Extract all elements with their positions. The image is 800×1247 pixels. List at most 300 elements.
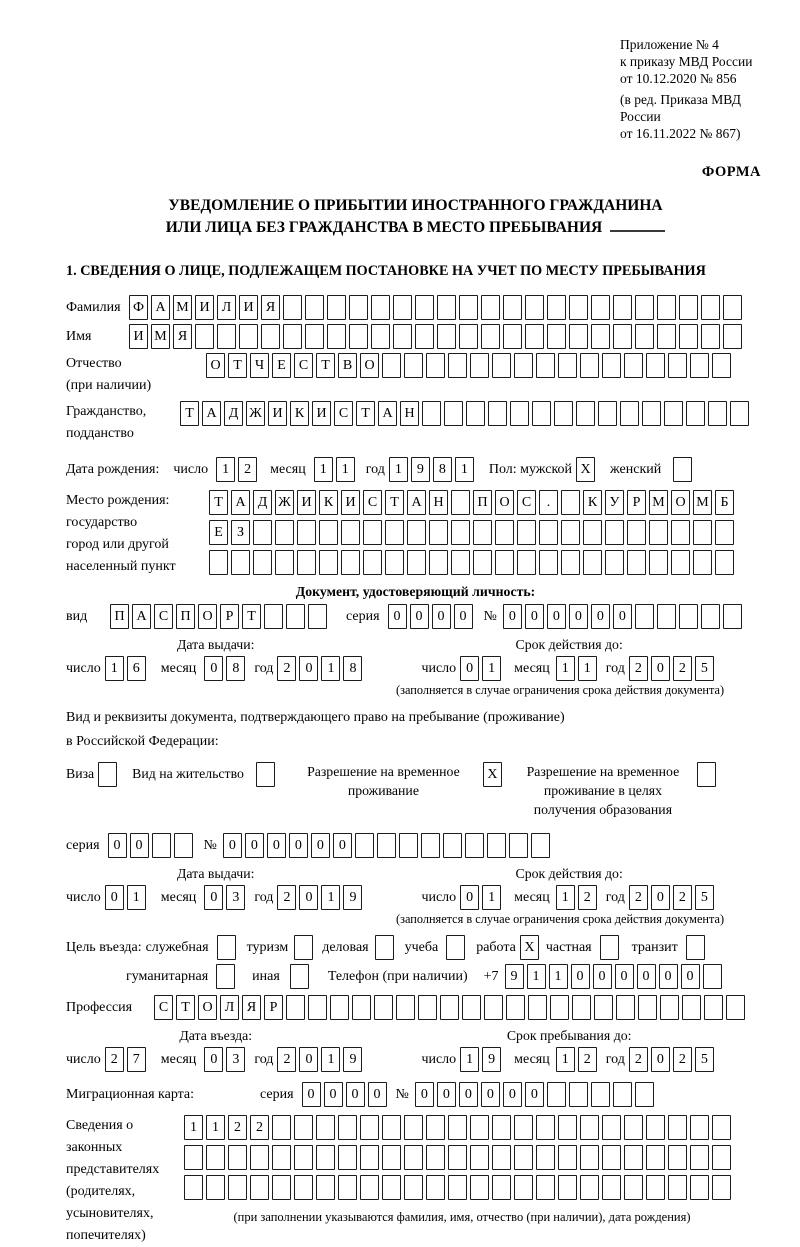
grid-cell[interactable]: 2 [629, 656, 648, 681]
grid-cell[interactable] [349, 324, 368, 349]
grid-cell[interactable] [660, 995, 679, 1020]
grid-cell[interactable] [426, 1175, 445, 1200]
grid-cell[interactable] [547, 295, 566, 320]
grid-cell[interactable] [580, 353, 599, 378]
grid-cell[interactable] [382, 1115, 401, 1140]
grid-cell[interactable]: Б [715, 490, 734, 515]
grid-cell[interactable] [580, 1145, 599, 1170]
grid-cell[interactable]: Е [209, 520, 228, 545]
grid-cell[interactable]: М [693, 490, 712, 515]
grid-cell[interactable]: 9 [505, 964, 524, 989]
grid-cell[interactable] [591, 324, 610, 349]
grid-cell[interactable] [715, 550, 734, 575]
grid-cell[interactable]: 1 [105, 656, 124, 681]
grid-cell[interactable] [539, 520, 558, 545]
grid-cell[interactable] [481, 295, 500, 320]
grid-cell[interactable] [539, 550, 558, 575]
grid-cell[interactable] [723, 295, 742, 320]
grid-cell[interactable]: 2 [578, 1047, 597, 1072]
grid-cell[interactable]: 2 [277, 885, 296, 910]
grid-cell[interactable] [426, 1145, 445, 1170]
grid-cell[interactable] [561, 520, 580, 545]
grid-cell[interactable] [495, 550, 514, 575]
grid-cell[interactable] [484, 995, 503, 1020]
grid-cell[interactable] [602, 353, 621, 378]
grid-cell[interactable] [297, 520, 316, 545]
grid-cell[interactable] [465, 833, 484, 858]
grid-cell[interactable] [330, 995, 349, 1020]
grid-cell[interactable] [510, 401, 529, 426]
grid-cell[interactable]: 1 [482, 656, 501, 681]
grid-cell[interactable]: 0 [311, 833, 330, 858]
grid-cell[interactable]: 0 [388, 604, 407, 629]
grid-cell[interactable]: 0 [525, 604, 544, 629]
grid-cell[interactable]: 5 [695, 885, 714, 910]
grid-cell[interactable] [536, 353, 555, 378]
grid-cell[interactable] [525, 324, 544, 349]
grid-cell[interactable] [514, 1145, 533, 1170]
grid-cell[interactable]: 0 [368, 1082, 387, 1107]
grid-cell[interactable] [462, 995, 481, 1020]
grid-cell[interactable] [294, 1175, 313, 1200]
grid-cell[interactable] [286, 995, 305, 1020]
grid-cell[interactable]: 0 [503, 604, 522, 629]
grid-cell[interactable] [363, 520, 382, 545]
grid-cell[interactable] [316, 1175, 335, 1200]
grid-cell[interactable] [385, 520, 404, 545]
grid-cell[interactable]: 2 [238, 457, 257, 482]
grid-cell[interactable]: С [154, 604, 173, 629]
grid-cell[interactable]: М [173, 295, 192, 320]
grid-cell[interactable] [624, 1175, 643, 1200]
grid-cell[interactable]: А [132, 604, 151, 629]
grid-cell[interactable]: С [363, 490, 382, 515]
grid-cell[interactable] [382, 1175, 401, 1200]
grid-cell[interactable] [679, 604, 698, 629]
grid-cell[interactable] [572, 995, 591, 1020]
grid-cell[interactable] [341, 520, 360, 545]
grid-cell[interactable] [250, 1145, 269, 1170]
grid-cell[interactable] [613, 1082, 632, 1107]
grid-cell[interactable]: И [239, 295, 258, 320]
grid-cell[interactable]: 0 [613, 604, 632, 629]
grid-cell[interactable] [492, 353, 511, 378]
grid-cell[interactable] [531, 833, 550, 858]
grid-cell[interactable] [616, 995, 635, 1020]
grid-cell[interactable]: М [649, 490, 668, 515]
grid-cell[interactable] [701, 604, 720, 629]
grid-cell[interactable] [635, 1082, 654, 1107]
grid-cell[interactable] [686, 935, 705, 960]
grid-cell[interactable]: 1 [556, 885, 575, 910]
grid-cell[interactable]: К [583, 490, 602, 515]
grid-cell[interactable]: О [495, 490, 514, 515]
grid-cell[interactable] [517, 520, 536, 545]
grid-cell[interactable] [583, 520, 602, 545]
grid-cell[interactable] [646, 1115, 665, 1140]
grid-cell[interactable] [437, 295, 456, 320]
grid-cell[interactable]: 0 [108, 833, 127, 858]
grid-cell[interactable] [294, 1115, 313, 1140]
grid-cell[interactable]: 0 [659, 964, 678, 989]
grid-cell[interactable] [349, 295, 368, 320]
grid-cell[interactable] [638, 995, 657, 1020]
grid-cell[interactable] [503, 295, 522, 320]
grid-cell[interactable]: 0 [267, 833, 286, 858]
grid-cell[interactable] [382, 1145, 401, 1170]
grid-cell[interactable]: X [483, 762, 502, 787]
grid-cell[interactable] [261, 324, 280, 349]
grid-cell[interactable]: 9 [343, 885, 362, 910]
grid-cell[interactable] [547, 324, 566, 349]
grid-cell[interactable] [206, 1175, 225, 1200]
grid-cell[interactable] [396, 995, 415, 1020]
grid-cell[interactable]: 1 [549, 964, 568, 989]
grid-cell[interactable] [217, 324, 236, 349]
grid-cell[interactable]: Я [242, 995, 261, 1020]
grid-cell[interactable] [649, 520, 668, 545]
grid-cell[interactable] [730, 401, 749, 426]
grid-cell[interactable]: 2 [250, 1115, 269, 1140]
grid-cell[interactable] [319, 550, 338, 575]
grid-cell[interactable] [598, 401, 617, 426]
grid-cell[interactable] [561, 490, 580, 515]
grid-cell[interactable] [407, 520, 426, 545]
grid-cell[interactable] [426, 353, 445, 378]
grid-cell[interactable] [635, 295, 654, 320]
grid-cell[interactable]: 1 [460, 1047, 479, 1072]
grid-cell[interactable] [657, 604, 676, 629]
grid-cell[interactable] [228, 1145, 247, 1170]
grid-cell[interactable] [404, 1175, 423, 1200]
grid-cell[interactable] [422, 401, 441, 426]
grid-cell[interactable] [415, 295, 434, 320]
grid-cell[interactable] [283, 295, 302, 320]
grid-cell[interactable]: 5 [695, 1047, 714, 1072]
grid-cell[interactable]: 1 [184, 1115, 203, 1140]
grid-cell[interactable]: К [290, 401, 309, 426]
grid-cell[interactable] [558, 1145, 577, 1170]
grid-cell[interactable]: 0 [571, 964, 590, 989]
grid-cell[interactable] [646, 353, 665, 378]
grid-cell[interactable]: 2 [578, 885, 597, 910]
grid-cell[interactable]: Т [356, 401, 375, 426]
grid-cell[interactable]: К [319, 490, 338, 515]
grid-cell[interactable] [591, 1082, 610, 1107]
grid-cell[interactable] [152, 833, 171, 858]
grid-cell[interactable]: Е [272, 353, 291, 378]
grid-cell[interactable] [371, 295, 390, 320]
grid-cell[interactable] [98, 762, 117, 787]
grid-cell[interactable]: Т [176, 995, 195, 1020]
grid-cell[interactable]: И [195, 295, 214, 320]
grid-cell[interactable] [209, 550, 228, 575]
grid-cell[interactable]: О [198, 604, 217, 629]
grid-cell[interactable] [444, 401, 463, 426]
grid-cell[interactable] [693, 550, 712, 575]
grid-cell[interactable]: Т [242, 604, 261, 629]
grid-cell[interactable] [399, 833, 418, 858]
grid-cell[interactable]: 1 [321, 1047, 340, 1072]
grid-cell[interactable]: 2 [673, 1047, 692, 1072]
grid-cell[interactable]: 9 [343, 1047, 362, 1072]
grid-cell[interactable]: 0 [415, 1082, 434, 1107]
grid-cell[interactable] [514, 353, 533, 378]
grid-cell[interactable] [286, 604, 305, 629]
grid-cell[interactable]: Ч [250, 353, 269, 378]
grid-cell[interactable] [290, 964, 309, 989]
grid-cell[interactable]: 3 [226, 1047, 245, 1072]
grid-cell[interactable]: 0 [302, 1082, 321, 1107]
grid-cell[interactable] [308, 995, 327, 1020]
grid-cell[interactable] [360, 1175, 379, 1200]
grid-cell[interactable] [690, 353, 709, 378]
grid-cell[interactable]: 0 [333, 833, 352, 858]
grid-cell[interactable] [253, 550, 272, 575]
grid-cell[interactable] [448, 1175, 467, 1200]
grid-cell[interactable] [488, 401, 507, 426]
grid-cell[interactable] [569, 1082, 588, 1107]
grid-cell[interactable]: П [473, 490, 492, 515]
grid-cell[interactable] [569, 324, 588, 349]
grid-cell[interactable]: 0 [525, 1082, 544, 1107]
grid-cell[interactable]: 1 [321, 885, 340, 910]
grid-cell[interactable] [443, 833, 462, 858]
grid-cell[interactable]: Л [217, 295, 236, 320]
grid-cell[interactable]: 2 [277, 656, 296, 681]
grid-cell[interactable]: 0 [569, 604, 588, 629]
grid-cell[interactable]: 2 [629, 885, 648, 910]
grid-cell[interactable]: . [539, 490, 558, 515]
grid-cell[interactable] [558, 1115, 577, 1140]
grid-cell[interactable] [195, 324, 214, 349]
grid-cell[interactable]: 6 [127, 656, 146, 681]
grid-cell[interactable] [404, 1115, 423, 1140]
grid-cell[interactable]: В [338, 353, 357, 378]
grid-cell[interactable] [446, 935, 465, 960]
grid-cell[interactable]: 7 [127, 1047, 146, 1072]
grid-cell[interactable] [184, 1175, 203, 1200]
grid-cell[interactable] [712, 1175, 731, 1200]
grid-cell[interactable] [679, 295, 698, 320]
grid-cell[interactable] [492, 1115, 511, 1140]
grid-cell[interactable] [600, 935, 619, 960]
grid-cell[interactable] [184, 1145, 203, 1170]
grid-cell[interactable] [393, 295, 412, 320]
grid-cell[interactable] [561, 550, 580, 575]
grid-cell[interactable]: И [312, 401, 331, 426]
grid-cell[interactable] [294, 935, 313, 960]
grid-cell[interactable]: 0 [651, 656, 670, 681]
grid-cell[interactable]: Ж [246, 401, 265, 426]
grid-cell[interactable]: 9 [482, 1047, 501, 1072]
grid-cell[interactable] [509, 833, 528, 858]
grid-cell[interactable] [686, 401, 705, 426]
grid-cell[interactable] [264, 604, 283, 629]
grid-cell[interactable] [624, 1145, 643, 1170]
grid-cell[interactable] [338, 1145, 357, 1170]
grid-cell[interactable]: 0 [223, 833, 242, 858]
grid-cell[interactable]: 0 [245, 833, 264, 858]
grid-cell[interactable]: Т [180, 401, 199, 426]
grid-cell[interactable] [374, 995, 393, 1020]
grid-cell[interactable]: 2 [673, 656, 692, 681]
grid-cell[interactable] [407, 550, 426, 575]
grid-cell[interactable] [174, 833, 193, 858]
grid-cell[interactable] [715, 520, 734, 545]
grid-cell[interactable] [448, 1145, 467, 1170]
grid-cell[interactable]: 1 [556, 656, 575, 681]
grid-cell[interactable] [624, 1115, 643, 1140]
grid-cell[interactable] [514, 1115, 533, 1140]
grid-cell[interactable] [470, 1145, 489, 1170]
grid-cell[interactable]: 2 [673, 885, 692, 910]
grid-cell[interactable]: Р [627, 490, 646, 515]
grid-cell[interactable]: 2 [277, 1047, 296, 1072]
grid-cell[interactable] [371, 324, 390, 349]
grid-cell[interactable] [708, 401, 727, 426]
grid-cell[interactable] [492, 1145, 511, 1170]
grid-cell[interactable] [308, 604, 327, 629]
grid-cell[interactable] [352, 995, 371, 1020]
grid-cell[interactable]: А [231, 490, 250, 515]
grid-cell[interactable] [627, 520, 646, 545]
grid-cell[interactable]: 1 [556, 1047, 575, 1072]
grid-cell[interactable]: 3 [226, 885, 245, 910]
grid-cell[interactable] [514, 1175, 533, 1200]
grid-cell[interactable] [231, 550, 250, 575]
grid-cell[interactable] [404, 353, 423, 378]
grid-cell[interactable]: Д [224, 401, 243, 426]
grid-cell[interactable]: 0 [204, 885, 223, 910]
grid-cell[interactable] [459, 324, 478, 349]
grid-cell[interactable]: Ж [275, 490, 294, 515]
grid-cell[interactable]: Т [209, 490, 228, 515]
grid-cell[interactable]: 0 [410, 604, 429, 629]
grid-cell[interactable] [528, 995, 547, 1020]
grid-cell[interactable]: 0 [454, 604, 473, 629]
grid-cell[interactable] [664, 401, 683, 426]
grid-cell[interactable] [506, 995, 525, 1020]
grid-cell[interactable]: Я [173, 324, 192, 349]
grid-cell[interactable] [569, 295, 588, 320]
grid-cell[interactable] [275, 520, 294, 545]
grid-cell[interactable] [723, 324, 742, 349]
grid-cell[interactable] [239, 324, 258, 349]
grid-cell[interactable]: 0 [105, 885, 124, 910]
grid-cell[interactable] [448, 353, 467, 378]
grid-cell[interactable] [536, 1175, 555, 1200]
grid-cell[interactable] [228, 1175, 247, 1200]
grid-cell[interactable] [466, 401, 485, 426]
grid-cell[interactable]: 1 [455, 457, 474, 482]
grid-cell[interactable] [470, 1115, 489, 1140]
grid-cell[interactable]: 2 [629, 1047, 648, 1072]
grid-cell[interactable] [635, 324, 654, 349]
grid-cell[interactable] [591, 295, 610, 320]
grid-cell[interactable] [679, 324, 698, 349]
grid-cell[interactable]: И [129, 324, 148, 349]
grid-cell[interactable]: Н [400, 401, 419, 426]
grid-cell[interactable]: 0 [681, 964, 700, 989]
grid-cell[interactable] [487, 833, 506, 858]
grid-cell[interactable]: Р [264, 995, 283, 1020]
grid-cell[interactable]: С [334, 401, 353, 426]
grid-cell[interactable]: Т [228, 353, 247, 378]
grid-cell[interactable]: 0 [346, 1082, 365, 1107]
grid-cell[interactable] [620, 401, 639, 426]
grid-cell[interactable] [703, 964, 722, 989]
grid-cell[interactable]: 0 [651, 1047, 670, 1072]
grid-cell[interactable] [550, 995, 569, 1020]
grid-cell[interactable] [341, 550, 360, 575]
grid-cell[interactable]: 8 [226, 656, 245, 681]
grid-cell[interactable] [429, 520, 448, 545]
grid-cell[interactable] [216, 964, 235, 989]
grid-cell[interactable] [646, 1175, 665, 1200]
grid-cell[interactable] [532, 401, 551, 426]
grid-cell[interactable] [690, 1175, 709, 1200]
grid-cell[interactable] [451, 520, 470, 545]
grid-cell[interactable]: О [206, 353, 225, 378]
grid-cell[interactable]: 0 [503, 1082, 522, 1107]
grid-cell[interactable] [481, 324, 500, 349]
grid-cell[interactable]: 2 [105, 1047, 124, 1072]
grid-cell[interactable]: 0 [591, 604, 610, 629]
grid-cell[interactable] [316, 1145, 335, 1170]
grid-cell[interactable] [360, 1115, 379, 1140]
grid-cell[interactable]: 0 [130, 833, 149, 858]
grid-cell[interactable] [338, 1175, 357, 1200]
grid-cell[interactable]: 0 [547, 604, 566, 629]
grid-cell[interactable]: 0 [615, 964, 634, 989]
grid-cell[interactable] [602, 1145, 621, 1170]
grid-cell[interactable] [594, 995, 613, 1020]
grid-cell[interactable] [393, 324, 412, 349]
grid-cell[interactable] [217, 935, 236, 960]
grid-cell[interactable]: 0 [459, 1082, 478, 1107]
grid-cell[interactable]: Л [220, 995, 239, 1020]
grid-cell[interactable]: 0 [651, 885, 670, 910]
grid-cell[interactable] [613, 295, 632, 320]
grid-cell[interactable] [657, 295, 676, 320]
grid-cell[interactable] [470, 1175, 489, 1200]
grid-cell[interactable] [671, 520, 690, 545]
grid-cell[interactable] [558, 1175, 577, 1200]
grid-cell[interactable]: О [198, 995, 217, 1020]
grid-cell[interactable]: 2 [228, 1115, 247, 1140]
grid-cell[interactable] [355, 833, 374, 858]
grid-cell[interactable] [437, 324, 456, 349]
grid-cell[interactable]: И [268, 401, 287, 426]
grid-cell[interactable] [602, 1115, 621, 1140]
grid-cell[interactable] [338, 1115, 357, 1140]
grid-cell[interactable]: 0 [437, 1082, 456, 1107]
grid-cell[interactable]: 0 [432, 604, 451, 629]
grid-cell[interactable] [426, 1115, 445, 1140]
grid-cell[interactable] [554, 401, 573, 426]
grid-cell[interactable] [704, 995, 723, 1020]
grid-cell[interactable] [668, 1115, 687, 1140]
grid-cell[interactable] [429, 550, 448, 575]
grid-cell[interactable] [272, 1115, 291, 1140]
grid-cell[interactable]: 1 [321, 656, 340, 681]
grid-cell[interactable] [470, 353, 489, 378]
grid-cell[interactable] [327, 295, 346, 320]
grid-cell[interactable]: Н [429, 490, 448, 515]
grid-cell[interactable] [385, 550, 404, 575]
grid-cell[interactable] [668, 1145, 687, 1170]
